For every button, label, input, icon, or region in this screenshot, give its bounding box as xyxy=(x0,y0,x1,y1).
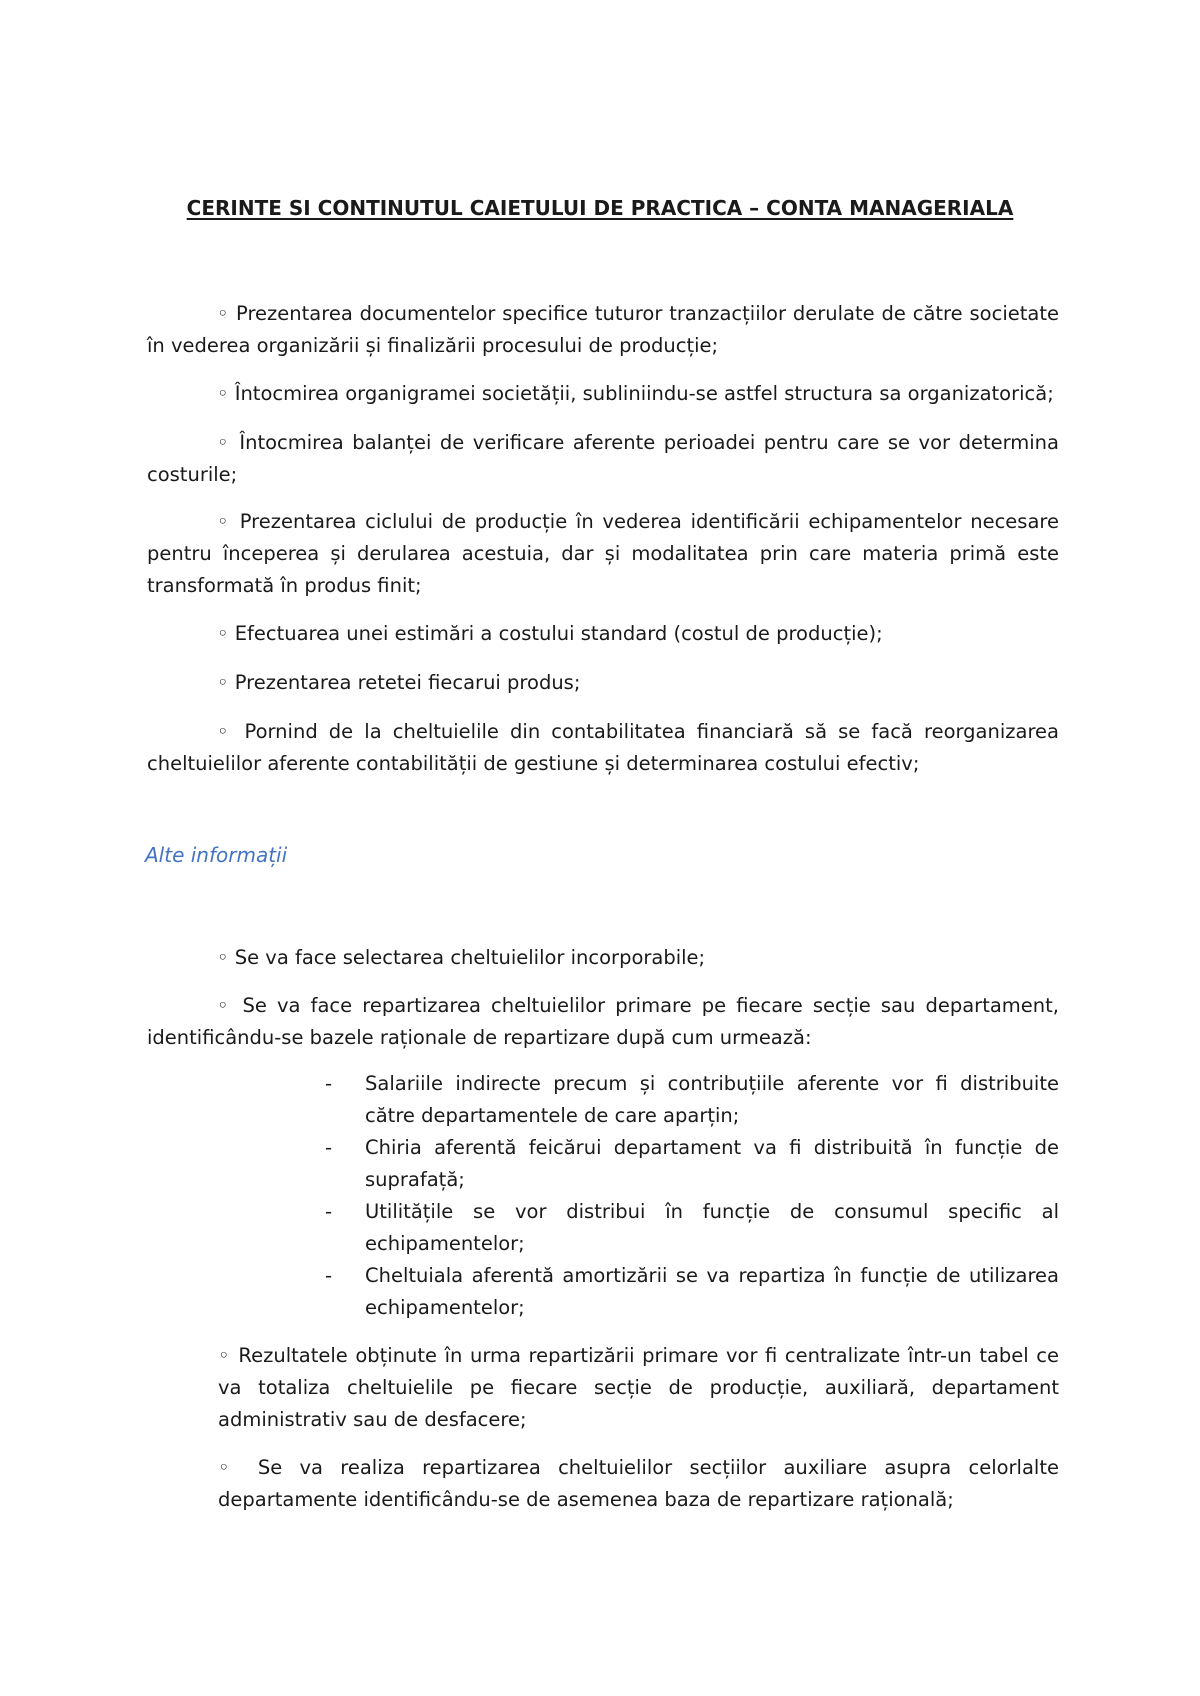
repartition-bases-list xyxy=(325,1068,1059,1324)
requirement-item: ◦ Efectuarea unei estimări a costului standard (costul de producție); xyxy=(217,622,883,645)
document-title: CERINTE SI CONTINUTUL CAIETULUI DE PRACTICA – CONTA MANAGERIALA xyxy=(186,196,1014,220)
dash-marker: - xyxy=(325,1072,333,1095)
list-item-text: Chiria aferentă feicărui departament va fi distribuită în funcție de suprafață; xyxy=(365,1136,1059,1191)
list-item-text: Cheltuiala aferentă amortizării se va repartiza în funcție de utilizarea echipamentelor; xyxy=(365,1264,1059,1319)
list-item xyxy=(325,1068,1059,1132)
other-info-item: ◦ Se va face repartizarea cheltuielilor primare pe fiecare secție sau departament, identificându-se bazele raționale de repartizare după cum urmează: xyxy=(147,994,1059,1049)
other-info-item: ◦ Se va face selectarea cheltuielilor incorporabile; xyxy=(217,946,706,969)
other-info-heading: Alte informații xyxy=(145,843,288,867)
list-item xyxy=(325,1196,1059,1260)
list-item-text: Salariile indirecte precum și contribuțiile aferente vor fi distribuite către departamentele de care aparțin; xyxy=(365,1072,1059,1127)
final-item: ◦ Rezultatele obținute în urma repartizării primare vor fi centralizate într-un tabel ce va totaliza cheltuielile pe fiecare secție de producție, auxiliară, departament administrativ sau de desfacere; xyxy=(218,1344,1059,1431)
requirement-item: ◦ Prezentarea ciclului de producție în vederea identificării echipamentelor necesare pentru începerea și derularea acestuia, dar și modalitatea prin care materia primă este transformată în produs finit; xyxy=(147,510,1059,597)
requirement-item: ◦ Întocmirea balanței de verificare aferente perioadei pentru care se vor determina costurile; xyxy=(147,431,1059,486)
dash-marker: - xyxy=(325,1200,333,1223)
dash-marker: - xyxy=(325,1136,333,1159)
requirement-item: ◦ Prezentarea retetei fiecarui produs; xyxy=(217,671,581,694)
requirement-item: ◦ Prezentarea documentelor specifice tuturor tranzacțiilor derulate de către societate în vederea organizării și finalizării procesului de producție; xyxy=(147,302,1059,357)
final-item: ◦ Se va realiza repartizarea cheltuielilor secțiilor auxiliare asupra celorlalte departamente identificându-se de asemenea baza de repartizare rațională; xyxy=(218,1456,1059,1511)
list-item-text: Utilitățile se vor distribui în funcție de consumul specific al echipamentelor; xyxy=(365,1200,1059,1255)
list-item xyxy=(325,1260,1059,1324)
requirement-item: ◦ Întocmirea organigramei societății, subliniindu-se astfel structura sa organizatorică; xyxy=(217,382,1054,405)
requirement-item: ◦ Pornind de la cheltuielile din contabilitatea financiară să se facă reorganizarea cheltuielilor aferente contabilității de gestiune și determinarea costului efectiv; xyxy=(147,720,1059,775)
dash-marker: - xyxy=(325,1264,333,1287)
list-item xyxy=(325,1132,1059,1196)
